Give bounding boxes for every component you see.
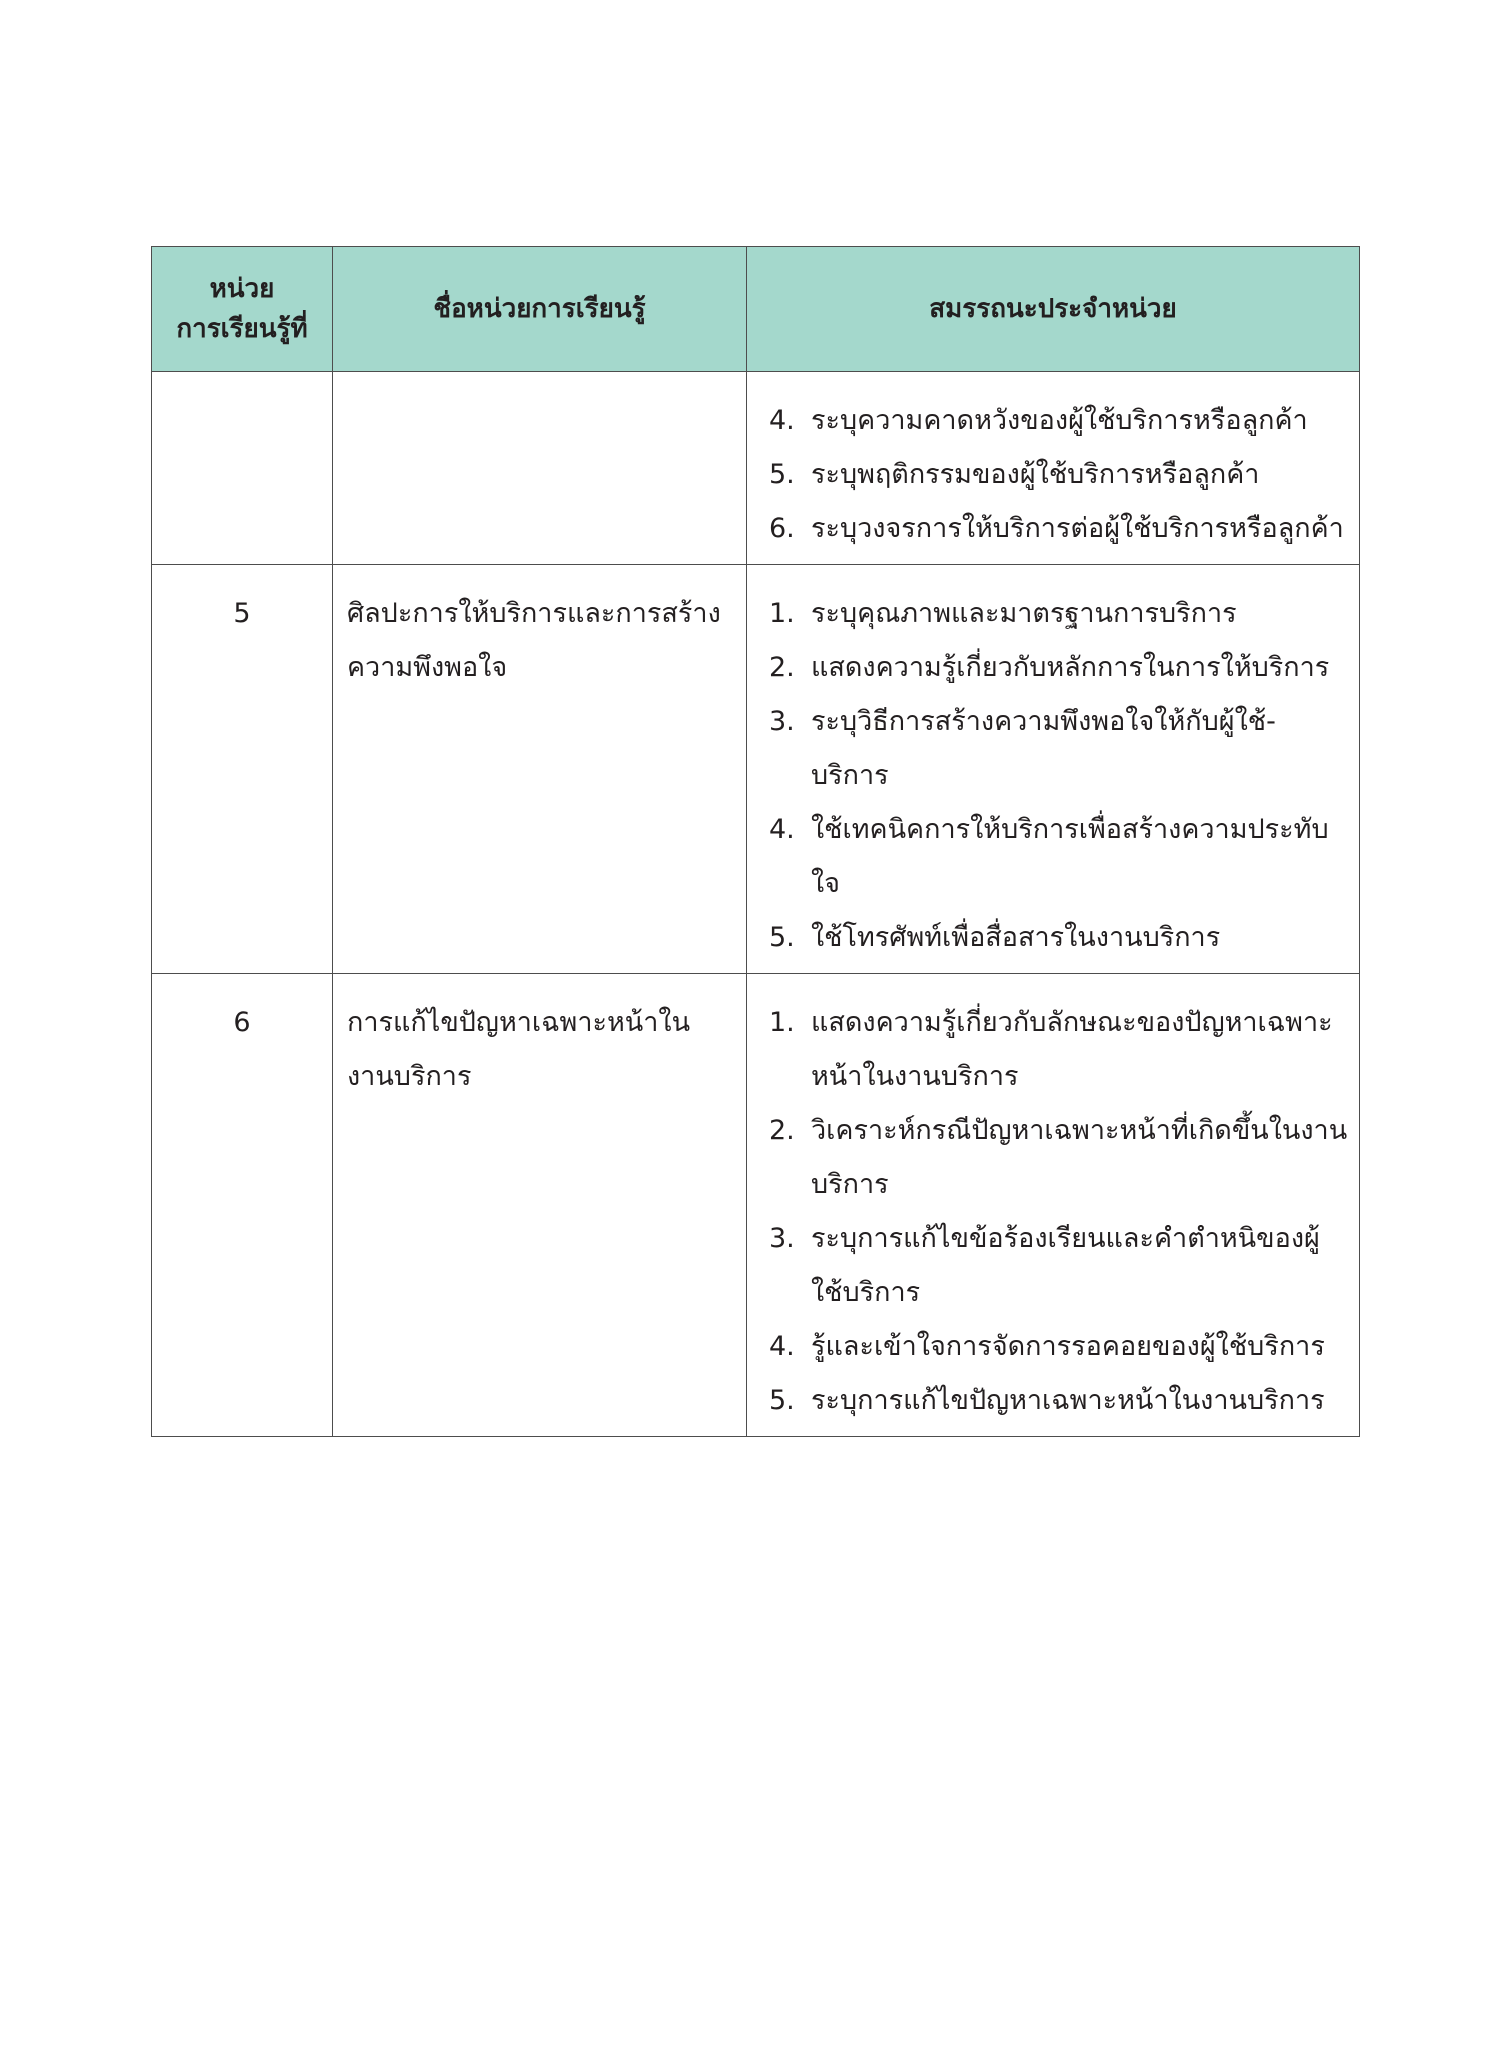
- item-number: 1.: [769, 598, 795, 629]
- item-text: ระบุพฤติกรรมของผู้ใช้บริการหรือลูกค้า: [811, 459, 1260, 490]
- list-item: [761, 587, 1349, 641]
- list-item: [761, 1320, 1349, 1374]
- item-text: รู้และเข้าใจการจัดการรอคอยของผู้ใช้บริการ: [811, 1331, 1325, 1362]
- table-row: [152, 974, 1360, 1437]
- unit-number: 6: [233, 1007, 251, 1038]
- unit-name: การแก้ไขปัญหาเฉพาะหน้าในงานบริการ: [347, 1007, 691, 1092]
- list-item: [761, 394, 1349, 448]
- list-item: [761, 803, 1349, 911]
- list-item: [761, 1104, 1349, 1212]
- item-text: วิเคราะห์กรณีปัญหาเฉพาะหน้าที่เกิดขึ้นในงานบริการ: [811, 1115, 1348, 1200]
- item-text: ระบุวงจรการให้บริการต่อผู้ใช้บริการหรือลูกค้า: [811, 513, 1344, 544]
- list-item: [761, 502, 1349, 556]
- header-competency: สมรรถนะประจำหน่วย: [747, 247, 1360, 372]
- item-number: 6.: [769, 513, 795, 544]
- unit-number: 5: [233, 598, 251, 629]
- item-number: 1.: [769, 1007, 795, 1038]
- item-number: 5.: [769, 1385, 795, 1416]
- item-number: 2.: [769, 652, 795, 683]
- unit-number-cell: [152, 974, 333, 1437]
- competency-list: [761, 587, 1349, 965]
- competency-cell: [747, 565, 1360, 974]
- unit-name: ศิลปะการให้บริการและการสร้างความพึงพอใจ: [347, 598, 721, 683]
- item-number: 4.: [769, 814, 795, 845]
- curriculum-table: [151, 246, 1360, 1437]
- competency-list: [761, 996, 1349, 1428]
- item-text: แสดงความรู้เกี่ยวกับหลักการในการให้บริการ: [811, 652, 1330, 683]
- item-text: ระบุความคาดหวังของผู้ใช้บริการหรือลูกค้า: [811, 405, 1308, 436]
- competency-cell: [747, 974, 1360, 1437]
- item-number: 4.: [769, 405, 795, 436]
- item-number: 5.: [769, 922, 795, 953]
- item-text: ระบุคุณภาพและมาตรฐานการบริการ: [811, 598, 1237, 629]
- item-text: ระบุการแก้ไขข้อร้องเรียนและคำตำหนิของผู้ใช้บริการ: [811, 1223, 1320, 1308]
- item-text: ระบุวิธีการสร้างความพึงพอใจให้กับผู้ใช้-บริการ: [811, 706, 1276, 791]
- unit-name-cell: [333, 974, 747, 1437]
- competency-cell: [747, 372, 1360, 565]
- header-unit-line2: การเรียนรู้ที่: [176, 314, 308, 344]
- item-number: 3.: [769, 1223, 795, 1254]
- unit-name-cell: [333, 565, 747, 974]
- unit-name-cell: [333, 372, 747, 565]
- list-item: [761, 911, 1349, 965]
- list-item: [761, 641, 1349, 695]
- list-item: [761, 1374, 1349, 1428]
- item-number: 2.: [769, 1115, 795, 1146]
- item-text: ใช้เทคนิคการให้บริการเพื่อสร้างความประทับใจ: [811, 814, 1329, 899]
- header-unit-line1: หน่วย: [209, 274, 275, 304]
- list-item: [761, 695, 1349, 803]
- item-text: ใช้โทรศัพท์เพื่อสื่อสารในงานบริการ: [811, 922, 1221, 953]
- item-number: 4.: [769, 1331, 795, 1362]
- table-row: [152, 565, 1360, 974]
- unit-number-cell: [152, 565, 333, 974]
- header-unit-number: [152, 247, 333, 372]
- item-text: แสดงความรู้เกี่ยวกับลักษณะของปัญหาเฉพาะหน้าในงานบริการ: [811, 1007, 1333, 1092]
- list-item: [761, 996, 1349, 1104]
- item-number: 3.: [769, 706, 795, 737]
- list-item: [761, 448, 1349, 502]
- table-header-row: [152, 247, 1360, 372]
- header-unit-name: ชื่อหน่วยการเรียนรู้: [333, 247, 747, 372]
- list-item: [761, 1212, 1349, 1320]
- item-number: 5.: [769, 459, 795, 490]
- unit-number-cell: [152, 372, 333, 565]
- competency-list: [761, 394, 1349, 556]
- item-text: ระบุการแก้ไขปัญหาเฉพาะหน้าในงานบริการ: [811, 1385, 1325, 1416]
- table-row: [152, 372, 1360, 565]
